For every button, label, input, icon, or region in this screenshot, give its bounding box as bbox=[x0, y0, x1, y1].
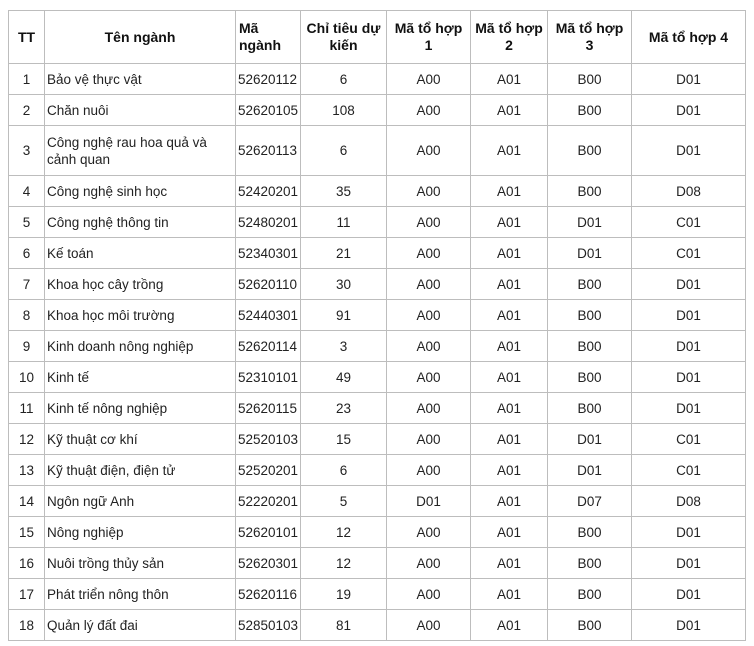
cell-to-hop-4: D01 bbox=[632, 64, 746, 95]
cell-chi-tieu: 12 bbox=[301, 517, 387, 548]
table-row bbox=[9, 300, 746, 331]
cell-ten-nganh: Nông nghiệp bbox=[45, 517, 236, 548]
cell-ten-nganh: Khoa học cây trồng bbox=[45, 269, 236, 300]
cell-ten-nganh: Kinh tế nông nghiệp bbox=[45, 393, 236, 424]
cell-to-hop-1: A00 bbox=[387, 579, 471, 610]
cell-to-hop-1: A00 bbox=[387, 64, 471, 95]
cell-chi-tieu: 81 bbox=[301, 610, 387, 641]
cell-tt: 5 bbox=[9, 207, 45, 238]
cell-chi-tieu: 23 bbox=[301, 393, 387, 424]
cell-to-hop-1: D01 bbox=[387, 486, 471, 517]
cell-ma-nganh: 52340301 bbox=[236, 238, 301, 269]
cell-to-hop-3: D01 bbox=[548, 238, 632, 269]
cell-tt: 7 bbox=[9, 269, 45, 300]
cell-tt: 15 bbox=[9, 517, 45, 548]
cell-ten-nganh: Quản lý đất đai bbox=[45, 610, 236, 641]
cell-chi-tieu: 91 bbox=[301, 300, 387, 331]
cell-to-hop-2: A01 bbox=[471, 64, 548, 95]
cell-ma-nganh: 52420201 bbox=[236, 176, 301, 207]
cell-ten-nganh: Phát triển nông thôn bbox=[45, 579, 236, 610]
cell-to-hop-1: A00 bbox=[387, 95, 471, 126]
cell-chi-tieu: 15 bbox=[301, 424, 387, 455]
table-row bbox=[9, 207, 746, 238]
table-row bbox=[9, 424, 746, 455]
table-row bbox=[9, 64, 746, 95]
cell-chi-tieu: 30 bbox=[301, 269, 387, 300]
table-header bbox=[9, 11, 746, 64]
cell-ma-nganh: 52620110 bbox=[236, 269, 301, 300]
cell-to-hop-1: A00 bbox=[387, 126, 471, 176]
cell-to-hop-3: B00 bbox=[548, 126, 632, 176]
table-row bbox=[9, 610, 746, 641]
table-body bbox=[9, 64, 746, 641]
cell-to-hop-3: B00 bbox=[548, 95, 632, 126]
cell-to-hop-1: A00 bbox=[387, 393, 471, 424]
cell-tt: 1 bbox=[9, 64, 45, 95]
cell-to-hop-1: A00 bbox=[387, 238, 471, 269]
table-row bbox=[9, 331, 746, 362]
cell-chi-tieu: 6 bbox=[301, 126, 387, 176]
cell-chi-tieu: 35 bbox=[301, 176, 387, 207]
cell-ma-nganh: 52620114 bbox=[236, 331, 301, 362]
cell-to-hop-3: D01 bbox=[548, 455, 632, 486]
cell-to-hop-2: A01 bbox=[471, 269, 548, 300]
table-row bbox=[9, 238, 746, 269]
cell-to-hop-1: A00 bbox=[387, 610, 471, 641]
header-to-hop-1: Mã tổ hợp 1 bbox=[387, 11, 471, 64]
cell-to-hop-4: D01 bbox=[632, 331, 746, 362]
cell-to-hop-4: D01 bbox=[632, 269, 746, 300]
cell-to-hop-1: A00 bbox=[387, 362, 471, 393]
cell-ma-nganh: 52520201 bbox=[236, 455, 301, 486]
cell-tt: 4 bbox=[9, 176, 45, 207]
cell-to-hop-3: B00 bbox=[548, 64, 632, 95]
cell-ten-nganh: Kinh doanh nông nghiệp bbox=[45, 331, 236, 362]
cell-ma-nganh: 52520103 bbox=[236, 424, 301, 455]
cell-ten-nganh: Bảo vệ thực vật bbox=[45, 64, 236, 95]
cell-chi-tieu: 3 bbox=[301, 331, 387, 362]
cell-to-hop-3: B00 bbox=[548, 176, 632, 207]
cell-ma-nganh: 52620116 bbox=[236, 579, 301, 610]
cell-ma-nganh: 52480201 bbox=[236, 207, 301, 238]
cell-ten-nganh: Khoa học môi trường bbox=[45, 300, 236, 331]
cell-to-hop-2: A01 bbox=[471, 126, 548, 176]
cell-to-hop-3: B00 bbox=[548, 362, 632, 393]
header-tt: TT bbox=[9, 11, 45, 64]
cell-ten-nganh: Kinh tế bbox=[45, 362, 236, 393]
table-row bbox=[9, 517, 746, 548]
cell-to-hop-3: D01 bbox=[548, 424, 632, 455]
cell-to-hop-4: C01 bbox=[632, 207, 746, 238]
cell-chi-tieu: 108 bbox=[301, 95, 387, 126]
cell-to-hop-1: A00 bbox=[387, 517, 471, 548]
cell-tt: 10 bbox=[9, 362, 45, 393]
header-ten-nganh: Tên ngành bbox=[45, 11, 236, 64]
cell-tt: 18 bbox=[9, 610, 45, 641]
cell-to-hop-1: A00 bbox=[387, 424, 471, 455]
cell-ten-nganh: Công nghệ sinh học bbox=[45, 176, 236, 207]
cell-to-hop-3: D07 bbox=[548, 486, 632, 517]
cell-to-hop-1: A00 bbox=[387, 269, 471, 300]
cell-ma-nganh: 52620301 bbox=[236, 548, 301, 579]
cell-to-hop-4: D01 bbox=[632, 393, 746, 424]
cell-tt: 13 bbox=[9, 455, 45, 486]
cell-to-hop-4: D01 bbox=[632, 126, 746, 176]
cell-ten-nganh: Ngôn ngữ Anh bbox=[45, 486, 236, 517]
cell-to-hop-2: A01 bbox=[471, 610, 548, 641]
cell-to-hop-3: B00 bbox=[548, 269, 632, 300]
cell-chi-tieu: 6 bbox=[301, 455, 387, 486]
table-row bbox=[9, 486, 746, 517]
cell-to-hop-3: B00 bbox=[548, 300, 632, 331]
admissions-table bbox=[8, 10, 746, 641]
cell-ten-nganh: Kỹ thuật điện, điện tử bbox=[45, 455, 236, 486]
cell-ten-nganh: Nuôi trồng thủy sản bbox=[45, 548, 236, 579]
cell-tt: 14 bbox=[9, 486, 45, 517]
cell-chi-tieu: 21 bbox=[301, 238, 387, 269]
cell-to-hop-3: B00 bbox=[548, 393, 632, 424]
cell-ma-nganh: 52310101 bbox=[236, 362, 301, 393]
cell-ten-nganh: Kế toán bbox=[45, 238, 236, 269]
cell-ma-nganh: 52220201 bbox=[236, 486, 301, 517]
table-row bbox=[9, 95, 746, 126]
cell-to-hop-2: A01 bbox=[471, 207, 548, 238]
table-row bbox=[9, 126, 746, 176]
header-to-hop-2: Mã tổ hợp 2 bbox=[471, 11, 548, 64]
cell-chi-tieu: 49 bbox=[301, 362, 387, 393]
cell-ten-nganh: Kỹ thuật cơ khí bbox=[45, 424, 236, 455]
cell-ma-nganh: 52620101 bbox=[236, 517, 301, 548]
cell-to-hop-2: A01 bbox=[471, 486, 548, 517]
cell-ma-nganh: 52620115 bbox=[236, 393, 301, 424]
cell-tt: 6 bbox=[9, 238, 45, 269]
cell-to-hop-4: C01 bbox=[632, 424, 746, 455]
cell-to-hop-2: A01 bbox=[471, 176, 548, 207]
cell-ma-nganh: 52850103 bbox=[236, 610, 301, 641]
cell-to-hop-2: A01 bbox=[471, 548, 548, 579]
cell-ten-nganh: Chăn nuôi bbox=[45, 95, 236, 126]
cell-to-hop-4: D01 bbox=[632, 517, 746, 548]
cell-tt: 2 bbox=[9, 95, 45, 126]
cell-to-hop-4: D01 bbox=[632, 579, 746, 610]
cell-to-hop-2: A01 bbox=[471, 424, 548, 455]
cell-to-hop-2: A01 bbox=[471, 300, 548, 331]
cell-to-hop-2: A01 bbox=[471, 517, 548, 548]
cell-to-hop-4: D08 bbox=[632, 176, 746, 207]
table-row bbox=[9, 455, 746, 486]
table-row bbox=[9, 362, 746, 393]
cell-tt: 11 bbox=[9, 393, 45, 424]
cell-ma-nganh: 52620113 bbox=[236, 126, 301, 176]
cell-to-hop-3: D01 bbox=[548, 207, 632, 238]
cell-to-hop-4: D01 bbox=[632, 610, 746, 641]
cell-chi-tieu: 19 bbox=[301, 579, 387, 610]
cell-tt: 17 bbox=[9, 579, 45, 610]
table-row bbox=[9, 393, 746, 424]
cell-to-hop-4: D01 bbox=[632, 362, 746, 393]
cell-to-hop-2: A01 bbox=[471, 393, 548, 424]
table-row bbox=[9, 579, 746, 610]
cell-tt: 3 bbox=[9, 126, 45, 176]
cell-chi-tieu: 6 bbox=[301, 64, 387, 95]
cell-to-hop-1: A00 bbox=[387, 300, 471, 331]
cell-to-hop-2: A01 bbox=[471, 579, 548, 610]
cell-to-hop-2: A01 bbox=[471, 331, 548, 362]
cell-to-hop-2: A01 bbox=[471, 95, 548, 126]
cell-to-hop-4: D08 bbox=[632, 486, 746, 517]
cell-to-hop-3: B00 bbox=[548, 579, 632, 610]
cell-to-hop-1: A00 bbox=[387, 455, 471, 486]
cell-ten-nganh: Công nghệ rau hoa quả và cảnh quan bbox=[45, 126, 236, 176]
header-to-hop-4: Mã tổ hợp 4 bbox=[632, 11, 746, 64]
table-row bbox=[9, 548, 746, 579]
cell-ten-nganh: Công nghệ thông tin bbox=[45, 207, 236, 238]
cell-to-hop-2: A01 bbox=[471, 362, 548, 393]
table-row bbox=[9, 176, 746, 207]
cell-chi-tieu: 5 bbox=[301, 486, 387, 517]
cell-to-hop-2: A01 bbox=[471, 238, 548, 269]
cell-to-hop-3: B00 bbox=[548, 331, 632, 362]
cell-ma-nganh: 52440301 bbox=[236, 300, 301, 331]
cell-chi-tieu: 12 bbox=[301, 548, 387, 579]
table-row bbox=[9, 269, 746, 300]
cell-to-hop-4: D01 bbox=[632, 95, 746, 126]
cell-tt: 9 bbox=[9, 331, 45, 362]
cell-to-hop-2: A01 bbox=[471, 455, 548, 486]
cell-to-hop-1: A00 bbox=[387, 176, 471, 207]
cell-to-hop-1: A00 bbox=[387, 207, 471, 238]
cell-to-hop-3: B00 bbox=[548, 610, 632, 641]
cell-to-hop-1: A00 bbox=[387, 548, 471, 579]
header-ma-nganh: Mã ngành bbox=[236, 11, 301, 64]
cell-to-hop-1: A00 bbox=[387, 331, 471, 362]
cell-tt: 12 bbox=[9, 424, 45, 455]
cell-to-hop-4: C01 bbox=[632, 455, 746, 486]
cell-ma-nganh: 52620105 bbox=[236, 95, 301, 126]
cell-to-hop-3: B00 bbox=[548, 548, 632, 579]
cell-tt: 8 bbox=[9, 300, 45, 331]
cell-to-hop-4: D01 bbox=[632, 548, 746, 579]
cell-to-hop-4: D01 bbox=[632, 300, 746, 331]
cell-to-hop-3: B00 bbox=[548, 517, 632, 548]
header-to-hop-3: Mã tổ hợp 3 bbox=[548, 11, 632, 64]
cell-ma-nganh: 52620112 bbox=[236, 64, 301, 95]
header-chi-tieu: Chỉ tiêu dự kiến bbox=[301, 11, 387, 64]
cell-tt: 16 bbox=[9, 548, 45, 579]
header-row bbox=[9, 11, 746, 64]
cell-to-hop-4: C01 bbox=[632, 238, 746, 269]
cell-chi-tieu: 11 bbox=[301, 207, 387, 238]
